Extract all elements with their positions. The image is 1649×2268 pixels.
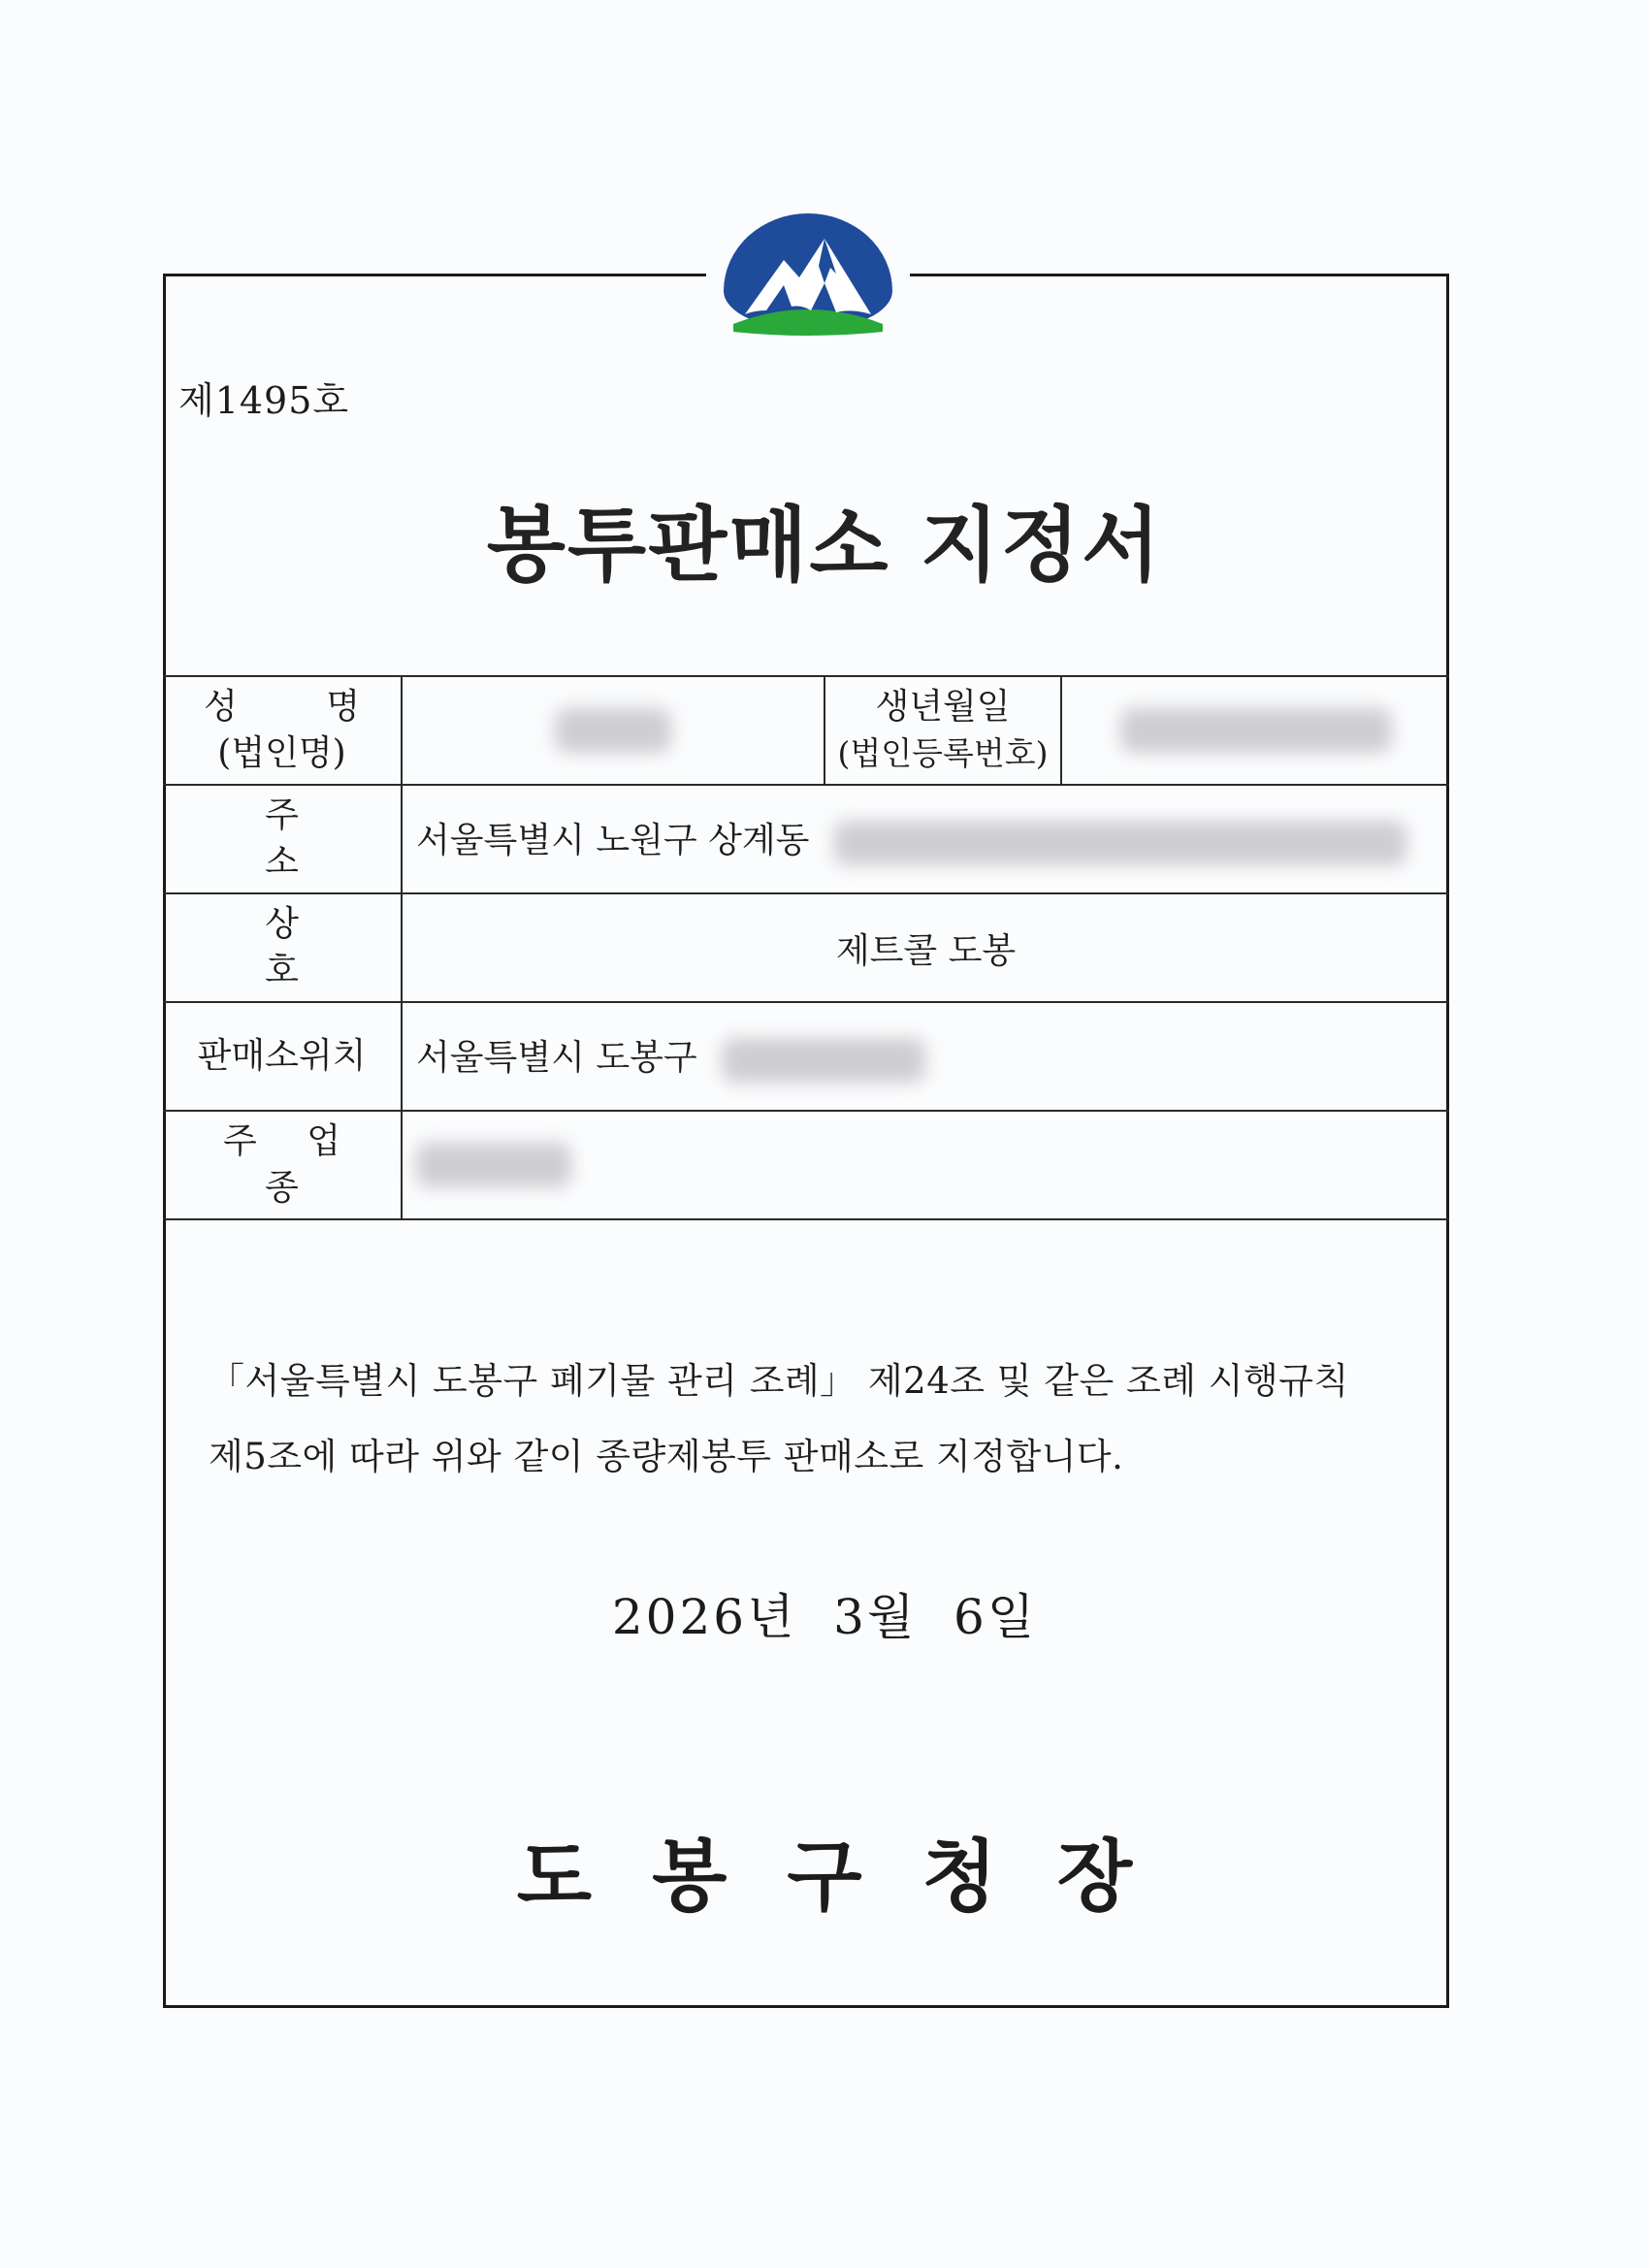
business-name-label: 상 호: [163, 893, 402, 1002]
table-row: [163, 1111, 1449, 1219]
birth-label-cell: [824, 676, 1061, 785]
name-value-redacted: [402, 676, 824, 785]
name-label: 성 명: [204, 687, 399, 727]
issuer-name: 도봉구청장: [516, 1831, 1193, 1922]
table-row: [163, 1002, 1449, 1111]
birth-label: 생년월일: [875, 687, 1011, 727]
statement-line-1: 「서울특별시 도봉구 폐기물 관리 조례」 제24조 및 같은 조례 시행규칙: [209, 1360, 1349, 1402]
table-row: [163, 893, 1449, 1002]
document-title: 봉투판매소 지정서: [486, 498, 1163, 593]
industry-value-redacted: [402, 1111, 1449, 1219]
issue-date: 2026년 3월 6일: [611, 1589, 1038, 1645]
address-value: 서울특별시 노원구 상계동: [416, 821, 810, 860]
location-value-cell: [402, 1002, 1449, 1111]
business-name-value: 제트콜 도봉: [402, 893, 1449, 1002]
industry-label: 주 업 종: [163, 1111, 402, 1219]
location-label: 판매소위치: [163, 1002, 402, 1111]
dobong-emblem-logo: [706, 206, 910, 351]
document-number: 제1495호: [178, 379, 350, 422]
statement-line-2: 제5조에 따라 위와 같이 종량제봉투 판매소로 지정합니다.: [209, 1436, 1124, 1477]
table-row: [163, 785, 1449, 893]
birth-value-redacted: [1061, 676, 1449, 785]
table-row: [163, 676, 1449, 785]
name-label-cell: [163, 676, 402, 785]
designation-statement: [209, 1344, 1431, 1495]
name-sub-label: (법인명): [217, 733, 346, 773]
designation-info-table: [163, 675, 1449, 1220]
address-value-cell: [402, 785, 1449, 893]
location-value: 서울특별시 도봉구: [416, 1038, 697, 1078]
birth-sub-label: (법인등록번호): [837, 734, 1049, 772]
address-label: 주 소: [163, 785, 402, 893]
